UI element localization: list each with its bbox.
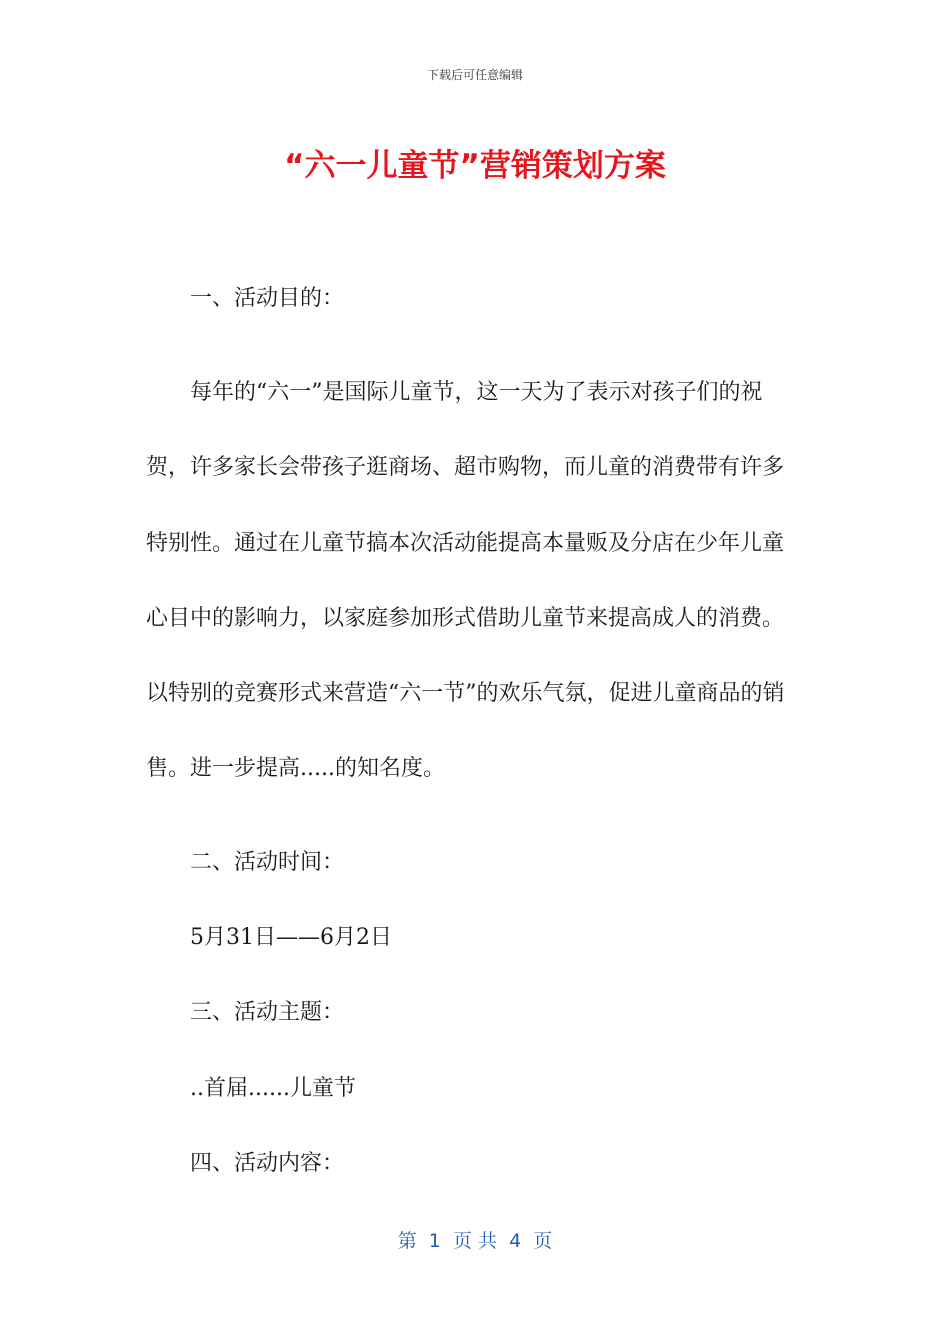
header-note: 下载后可任意编辑	[426, 68, 523, 82]
document-body	[146, 280, 794, 1220]
theme-heading: 三、活动主题：	[190, 1000, 345, 1026]
purpose-heading: 一、活动目的：	[190, 286, 345, 311]
time-heading: 二、活动时间：	[190, 850, 345, 875]
time-text: 5月31日——6月2日	[190, 925, 392, 951]
content-heading: 四、活动内容：	[190, 1150, 345, 1176]
theme-text: ..首届......儿童节	[190, 1075, 356, 1101]
page-number: 第 1 页 共 4 页	[397, 1230, 553, 1252]
purpose-paragraph: 每年的“六一”是国际儿童节，这一天为了表示对孩子们的祝贺，许多家长会带孩子逛商场、超市购物，而儿童的消费带有许多特别性。通过在儿童节搞本次活动能提高本量贩及分店在少年儿童心目中的影响力，以家庭参加形式借助儿童节来提高成人的消费。以特别的竞赛形式来营造“六一节”的欢乐气氛，促进儿童商品的销售。进一步提高.....的知名度。	[146, 380, 785, 782]
document-title: “六一儿童节”营销策划方案	[284, 148, 666, 184]
